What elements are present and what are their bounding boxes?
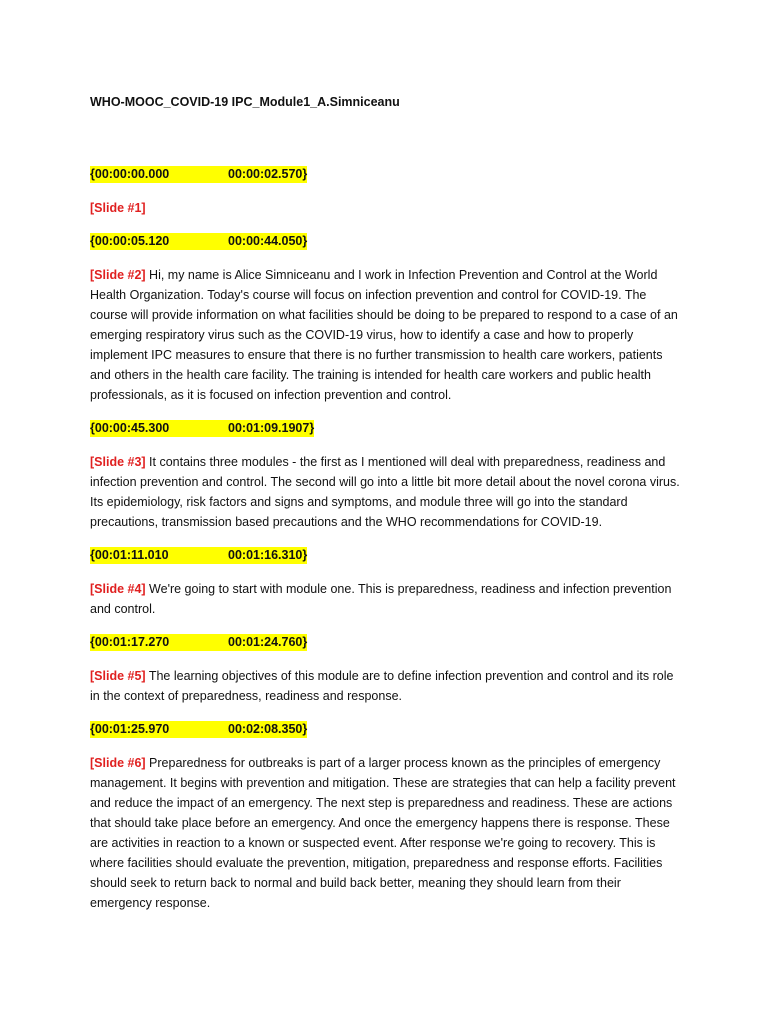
timestamp-highlight bbox=[90, 634, 307, 651]
transcript-paragraph bbox=[90, 753, 686, 913]
timestamp-start: {00:01:11.010 bbox=[90, 548, 169, 562]
transcript-paragraph bbox=[90, 666, 686, 706]
paragraph-text: The learning objectives of this module are to define infection prevention and control and its role in the context of preparedness, readiness and response. bbox=[90, 669, 674, 703]
timestamp-start: {00:00:00.000 bbox=[90, 167, 170, 181]
paragraph-text: It contains three modules - the first as I mentioned will deal with preparedness, readiness and infection prevention and control. The second will go into a little bit more detail about the novel corona virus. Its epidemiology, risk factors and signs and symptoms, and module three will go into the standard precautions, transmission based precautions and the WHO recommendations for COVID-19. bbox=[90, 455, 680, 529]
transcript-paragraph bbox=[90, 198, 686, 218]
slide-tag: [Slide #5] bbox=[90, 669, 146, 683]
timestamp-end: 00:00:02.570} bbox=[228, 167, 308, 181]
slide-tag: [Slide #6] bbox=[90, 756, 146, 770]
slide-tag: [Slide #1] bbox=[90, 201, 146, 215]
timestamp-start: {00:00:45.300 bbox=[90, 421, 170, 435]
document-page bbox=[90, 92, 686, 926]
timestamp-start: {00:00:05.120 bbox=[90, 234, 170, 248]
timestamp-highlight bbox=[90, 721, 307, 738]
timestamp-highlight bbox=[90, 166, 307, 183]
paragraph-text: We're going to start with module one. This is preparedness, readiness and infection prevention and control. bbox=[90, 582, 672, 616]
slide-tag: [Slide #4] bbox=[90, 582, 146, 596]
timestamp-row bbox=[90, 231, 686, 251]
timestamp-row bbox=[90, 719, 686, 739]
timestamp-end: 00:02:08.350} bbox=[228, 722, 308, 736]
transcript-paragraph bbox=[90, 452, 686, 532]
paragraph-text: Hi, my name is Alice Simniceanu and I work in Infection Prevention and Control at the World Health Organization. Today's course will focus on infection prevention and control for COVID-19. The course will provide information on what facilities should be doing to be prepared to respond to a case of an emerging respiratory virus such as the COVID-19 virus, how to identify a case and how to properly implement IPC measures to ensure that there is no further transmission to health care workers, patients and others in the health care facility. The training is intended for health care workers and public health professionals, as it is focused on infection prevention and control. bbox=[90, 268, 678, 402]
paragraph-text: Preparedness for outbreaks is part of a larger process known as the principles of emergency management. It begins with prevention and mitigation. These are strategies that can help a facility prevent and reduce the impact of an emergency. The next step is preparedness and readiness. These are actions that should take place before an emergency. And once the emergency happens there is response. These are activities in reaction to a known or suspected event. After response we're going to recovery. This is where facilities should evaluate the prevention, mitigation, preparedness and response efforts. Facilities should seek to return back to normal and build back better, meaning they should learn from their emergency response. bbox=[90, 756, 676, 910]
timestamp-end: 00:01:09.1907} bbox=[228, 421, 315, 435]
timestamp-start: {00:01:25.970 bbox=[90, 722, 170, 736]
timestamp-row bbox=[90, 418, 686, 438]
transcript-paragraph bbox=[90, 579, 686, 619]
timestamp-end: 00:00:44.050} bbox=[228, 234, 308, 248]
timestamp-row bbox=[90, 632, 686, 652]
timestamp-end: 00:01:24.760} bbox=[228, 635, 308, 649]
document-title: WHO-MOOC_COVID-19 IPC_Module1_A.Simniceanu bbox=[90, 95, 400, 109]
timestamp-end: 00:01:16.310} bbox=[228, 548, 308, 562]
timestamp-highlight bbox=[90, 420, 314, 437]
slide-tag: [Slide #2] bbox=[90, 268, 146, 282]
timestamp-highlight bbox=[90, 547, 307, 564]
transcript-paragraph bbox=[90, 265, 686, 405]
timestamp-highlight bbox=[90, 233, 307, 250]
timestamp-row bbox=[90, 545, 686, 565]
timestamp-start: {00:01:17.270 bbox=[90, 635, 170, 649]
timestamp-row bbox=[90, 164, 686, 184]
slide-tag: [Slide #3] bbox=[90, 455, 146, 469]
